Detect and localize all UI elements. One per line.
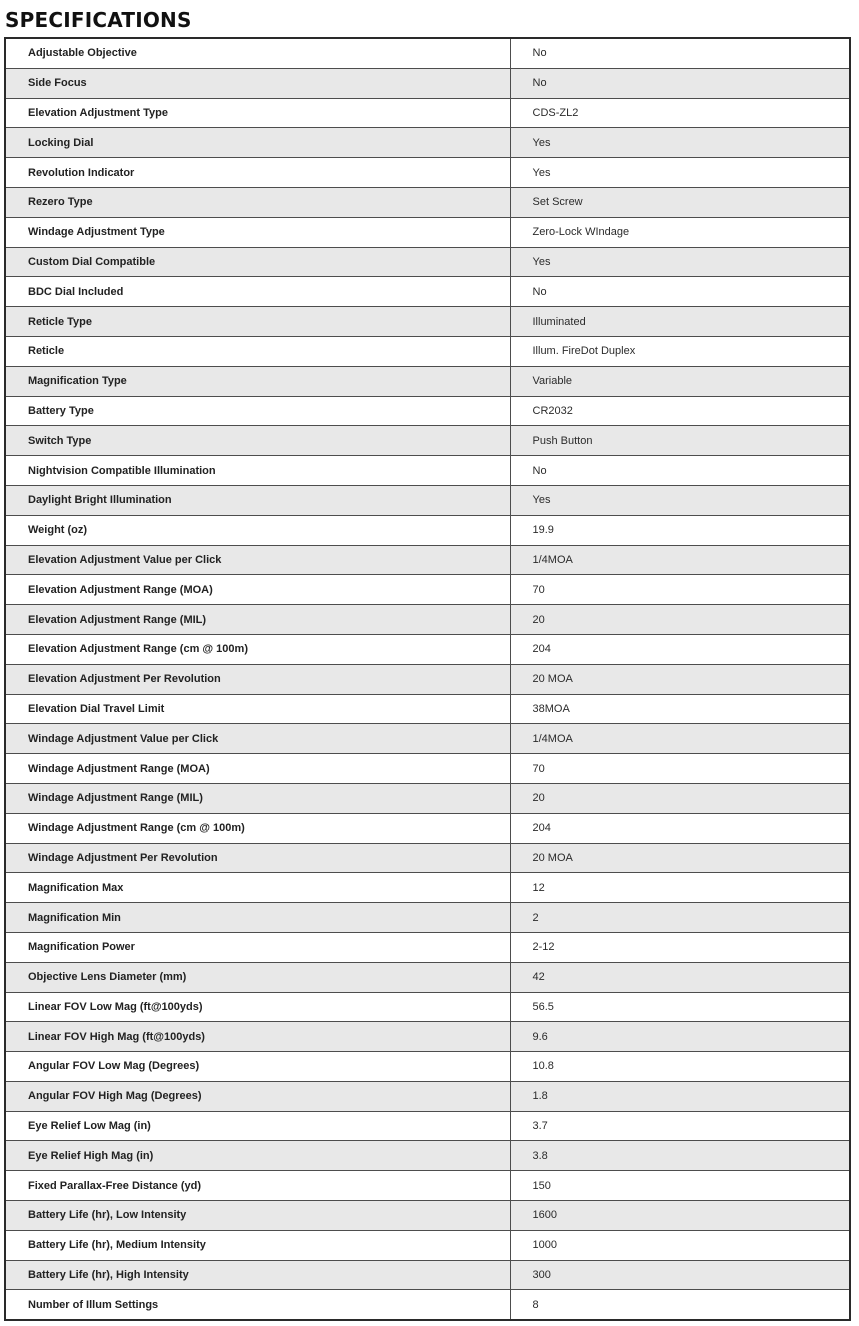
spec-label: Windage Adjustment Per Revolution [5, 843, 510, 873]
table-row [5, 694, 850, 724]
table-row [5, 873, 850, 903]
spec-label: Fixed Parallax-Free Distance (yd) [5, 1171, 510, 1201]
table-row [5, 1022, 850, 1052]
spec-label: Custom Dial Compatible [5, 247, 510, 277]
spec-value: Zero-Lock WIndage [510, 217, 850, 247]
spec-label: Reticle [5, 336, 510, 366]
table-row [5, 38, 850, 68]
spec-value: 42 [510, 962, 850, 992]
spec-label: Locking Dial [5, 128, 510, 158]
spec-value: Yes [510, 485, 850, 515]
spec-value: 3.8 [510, 1141, 850, 1171]
spec-label: Reticle Type [5, 307, 510, 337]
spec-label: Magnification Max [5, 873, 510, 903]
spec-value: 70 [510, 754, 850, 784]
spec-label: Elevation Adjustment Range (MIL) [5, 605, 510, 635]
spec-value: 3.7 [510, 1111, 850, 1141]
table-row [5, 247, 850, 277]
spec-value: CDS-ZL2 [510, 98, 850, 128]
spec-label: Angular FOV High Mag (Degrees) [5, 1081, 510, 1111]
spec-value: Variable [510, 366, 850, 396]
table-row [5, 1052, 850, 1082]
spec-value: No [510, 456, 850, 486]
spec-label: Number of Illum Settings [5, 1290, 510, 1320]
spec-label: Magnification Power [5, 932, 510, 962]
spec-label: Eye Relief High Mag (in) [5, 1141, 510, 1171]
spec-value: 1.8 [510, 1081, 850, 1111]
spec-label: Revolution Indicator [5, 158, 510, 188]
table-row [5, 754, 850, 784]
spec-label: Linear FOV High Mag (ft@100yds) [5, 1022, 510, 1052]
table-row [5, 277, 850, 307]
table-row [5, 1171, 850, 1201]
spec-value: 38MOA [510, 694, 850, 724]
table-row [5, 1230, 850, 1260]
spec-label: Windage Adjustment Value per Click [5, 724, 510, 754]
table-row [5, 68, 850, 98]
spec-value: Yes [510, 158, 850, 188]
spec-value: 8 [510, 1290, 850, 1320]
table-row [5, 1201, 850, 1231]
table-row [5, 992, 850, 1022]
spec-label: Elevation Adjustment Per Revolution [5, 664, 510, 694]
table-row [5, 724, 850, 754]
spec-label: Angular FOV Low Mag (Degrees) [5, 1052, 510, 1082]
spec-value: 12 [510, 873, 850, 903]
spec-value: Set Screw [510, 187, 850, 217]
spec-label: Objective Lens Diameter (mm) [5, 962, 510, 992]
specifications-table [4, 37, 851, 1321]
table-row [5, 903, 850, 933]
table-row [5, 98, 850, 128]
table-row [5, 158, 850, 188]
spec-label: Nightvision Compatible Illumination [5, 456, 510, 486]
spec-value: 19.9 [510, 515, 850, 545]
table-row [5, 545, 850, 575]
table-row [5, 336, 850, 366]
spec-label: Linear FOV Low Mag (ft@100yds) [5, 992, 510, 1022]
spec-value: 2 [510, 903, 850, 933]
spec-label: Windage Adjustment Type [5, 217, 510, 247]
table-row [5, 396, 850, 426]
spec-label: Elevation Adjustment Range (cm @ 100m) [5, 634, 510, 664]
spec-label: Windage Adjustment Range (MIL) [5, 783, 510, 813]
spec-value: 20 MOA [510, 664, 850, 694]
spec-value: 20 [510, 783, 850, 813]
spec-value: 204 [510, 813, 850, 843]
spec-label: Windage Adjustment Range (MOA) [5, 754, 510, 784]
table-row [5, 1141, 850, 1171]
table-row [5, 664, 850, 694]
spec-label: Eye Relief Low Mag (in) [5, 1111, 510, 1141]
spec-label: Battery Life (hr), High Intensity [5, 1260, 510, 1290]
spec-value: Illuminated [510, 307, 850, 337]
spec-label: Rezero Type [5, 187, 510, 217]
spec-value: Yes [510, 128, 850, 158]
spec-value: 70 [510, 575, 850, 605]
spec-value: 150 [510, 1171, 850, 1201]
table-row [5, 1290, 850, 1320]
spec-label: Elevation Dial Travel Limit [5, 694, 510, 724]
spec-value: Push Button [510, 426, 850, 456]
spec-value: 1000 [510, 1230, 850, 1260]
spec-label: Switch Type [5, 426, 510, 456]
spec-value: 9.6 [510, 1022, 850, 1052]
table-row [5, 515, 850, 545]
spec-label: Weight (oz) [5, 515, 510, 545]
table-row [5, 605, 850, 635]
spec-label: Adjustable Objective [5, 38, 510, 68]
spec-value: 56.5 [510, 992, 850, 1022]
spec-value: 10.8 [510, 1052, 850, 1082]
spec-label: Elevation Adjustment Type [5, 98, 510, 128]
table-row [5, 932, 850, 962]
table-row [5, 783, 850, 813]
spec-label: Elevation Adjustment Value per Click [5, 545, 510, 575]
spec-label: Elevation Adjustment Range (MOA) [5, 575, 510, 605]
table-row [5, 217, 850, 247]
table-row [5, 962, 850, 992]
spec-label: Magnification Type [5, 366, 510, 396]
spec-value: 1/4MOA [510, 724, 850, 754]
spec-value: 20 MOA [510, 843, 850, 873]
spec-label: Battery Life (hr), Medium Intensity [5, 1230, 510, 1260]
spec-value: 1/4MOA [510, 545, 850, 575]
table-row [5, 843, 850, 873]
spec-value: 2-12 [510, 932, 850, 962]
table-row [5, 485, 850, 515]
spec-value: 20 [510, 605, 850, 635]
table-row [5, 366, 850, 396]
spec-label: Windage Adjustment Range (cm @ 100m) [5, 813, 510, 843]
table-row [5, 813, 850, 843]
spec-label: Side Focus [5, 68, 510, 98]
table-row [5, 426, 850, 456]
table-row [5, 128, 850, 158]
table-row [5, 456, 850, 486]
spec-value: 204 [510, 634, 850, 664]
spec-value: 300 [510, 1260, 850, 1290]
spec-value: Illum. FireDot Duplex [510, 336, 850, 366]
spec-value: Yes [510, 247, 850, 277]
table-row [5, 634, 850, 664]
spec-value: CR2032 [510, 396, 850, 426]
spec-label: Daylight Bright Illumination [5, 485, 510, 515]
spec-label: Battery Life (hr), Low Intensity [5, 1201, 510, 1231]
specifications-table-body [5, 38, 850, 1320]
spec-value: No [510, 68, 850, 98]
table-row [5, 575, 850, 605]
table-row [5, 307, 850, 337]
table-row [5, 187, 850, 217]
spec-label: Battery Type [5, 396, 510, 426]
spec-label: BDC Dial Included [5, 277, 510, 307]
spec-value: No [510, 38, 850, 68]
table-row [5, 1260, 850, 1290]
spec-value: No [510, 277, 850, 307]
spec-label: Magnification Min [5, 903, 510, 933]
table-row [5, 1081, 850, 1111]
table-row [5, 1111, 850, 1141]
spec-value: 1600 [510, 1201, 850, 1231]
page-title: SPECIFICATIONS [5, 8, 192, 32]
